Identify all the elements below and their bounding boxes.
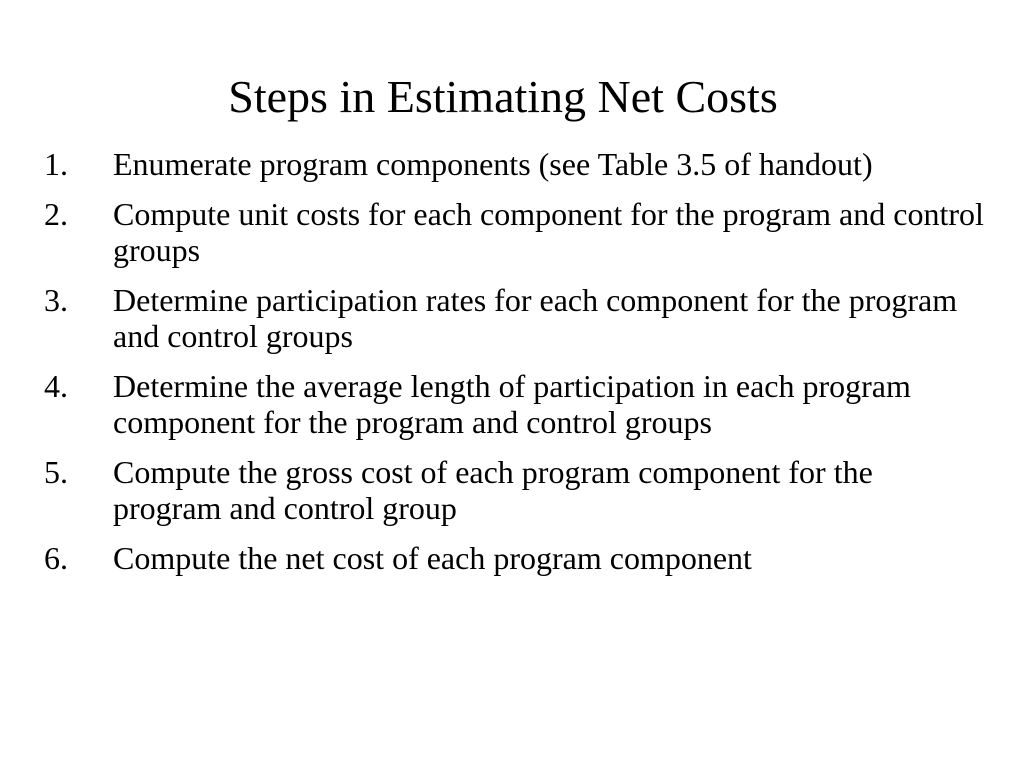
step-number: 6. — [44, 540, 68, 576]
step-number: 5. — [44, 454, 68, 490]
step-number: 4. — [44, 368, 68, 404]
step-item — [44, 282, 984, 354]
step-text: Compute the net cost of each program component — [113, 540, 752, 576]
step-text: Determine participation rates for each component for the program and control groups — [113, 282, 958, 354]
slide-title: Steps in Estimating Net Costs — [228, 71, 778, 122]
step-item — [44, 454, 984, 526]
step-number: 2. — [44, 196, 68, 232]
step-item — [44, 540, 984, 576]
steps-list — [44, 146, 984, 590]
step-text: Compute the gross cost of each program component for the program and control group — [113, 454, 873, 526]
step-text: Enumerate program components (see Table 3.5 of handout) — [113, 146, 873, 182]
step-text: Determine the average length of participation in each program component for the program and control groups — [113, 368, 911, 440]
step-number: 3. — [44, 282, 68, 318]
step-number: 1. — [44, 146, 68, 182]
step-item — [44, 196, 984, 268]
step-text: Compute unit costs for each component for the program and control groups — [113, 196, 984, 268]
step-item — [44, 368, 984, 440]
step-item — [44, 146, 984, 182]
